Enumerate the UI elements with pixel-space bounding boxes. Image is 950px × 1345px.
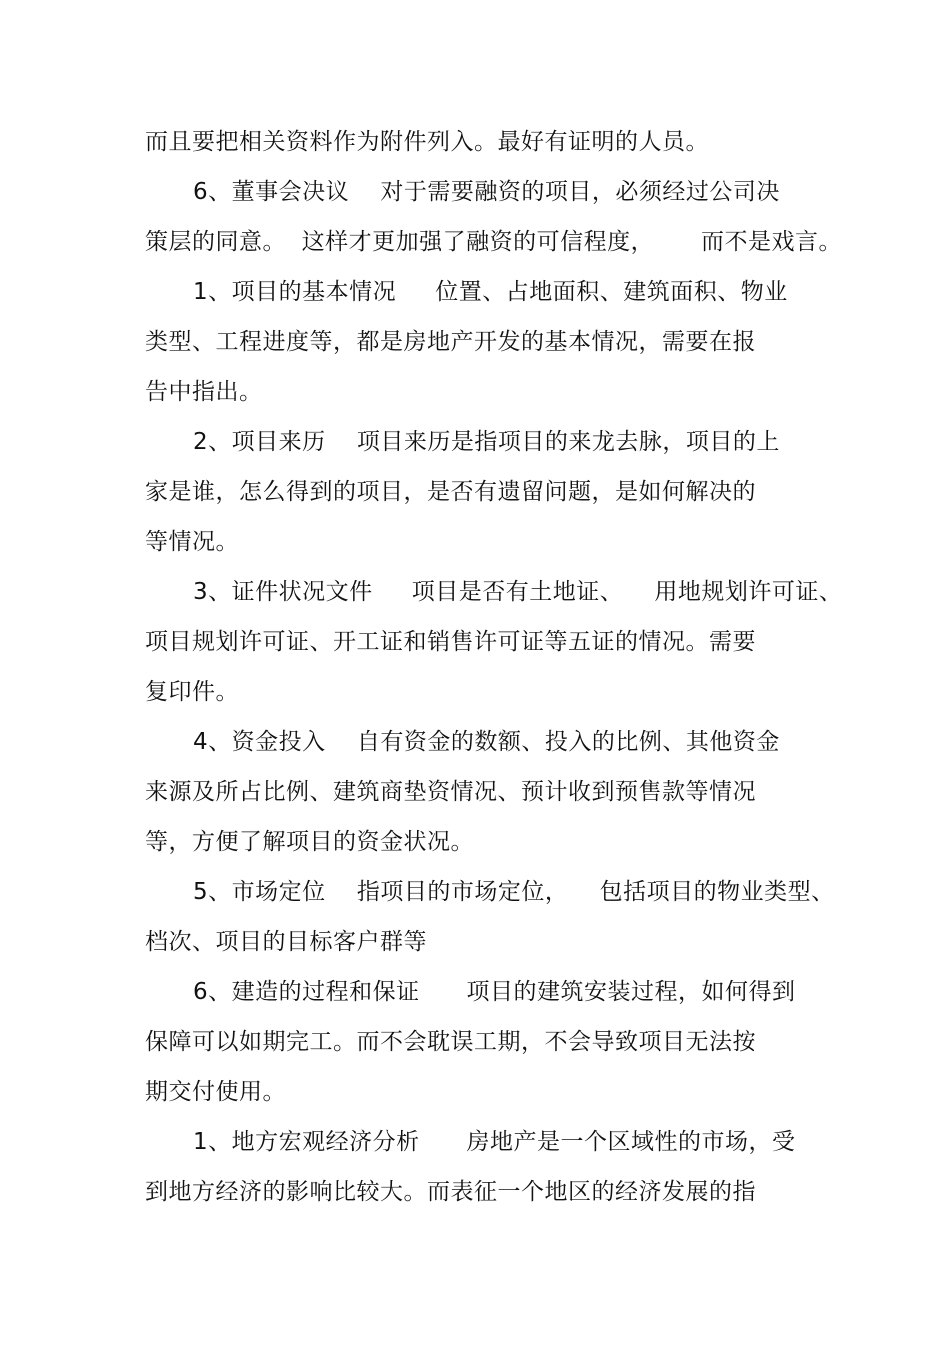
text-line: 等情况。 [145, 529, 239, 555]
text-line: 告中指出。 [145, 379, 263, 405]
text-line: 策层的同意。 这样才更加强了融资的可信程度， 而不是戏言。 [145, 229, 842, 255]
text-line: 而且要把相关资料作为附件列入。最好有证明的人员。 [145, 129, 709, 155]
text-line: 保障可以如期完工。而不会耽误工期，不会导致项目无法按 [145, 1029, 756, 1055]
text-line: 1、项目的基本情况 位置、占地面积、建筑面积、物业 [193, 279, 788, 305]
text-line: 5、市场定位 指项目的市场定位， 包括项目的物业类型、 [193, 879, 835, 905]
text-line: 等，方便了解项目的资金状况。 [145, 829, 474, 855]
text-line: 期交付使用。 [145, 1079, 286, 1105]
text-line: 3、证件状况文件 项目是否有土地证、 用地规划许可证、 [193, 579, 843, 605]
text-line: 到地方经济的影响比较大。而表征一个地区的经济发展的指 [145, 1179, 756, 1205]
text-line: 来源及所占比例、建筑商垫资情况、预计收到预售款等情况 [145, 779, 756, 805]
text-line: 6、董事会决议 对于需要融资的项目，必须经过公司决 [193, 179, 780, 205]
text-line: 复印件。 [145, 679, 239, 705]
text-line: 6、建造的过程和保证 项目的建筑安装过程，如何得到 [193, 979, 796, 1005]
text-line: 1、地方宏观经济分析 房地产是一个区域性的市场，受 [193, 1129, 796, 1155]
text-line: 类型、工程进度等，都是房地产开发的基本情况，需要在报 [145, 329, 756, 355]
text-line: 档次、项目的目标客户群等 [145, 929, 427, 955]
text-line: 家是谁，怎么得到的项目，是否有遗留问题，是如何解决的 [145, 479, 756, 505]
text-line: 4、资金投入 自有资金的数额、投入的比例、其他资金 [193, 729, 780, 755]
text-line: 2、项目来历 项目来历是指项目的来龙去脉，项目的上 [193, 429, 780, 455]
text-line: 项目规划许可证、开工证和销售许可证等五证的情况。需要 [145, 629, 756, 655]
